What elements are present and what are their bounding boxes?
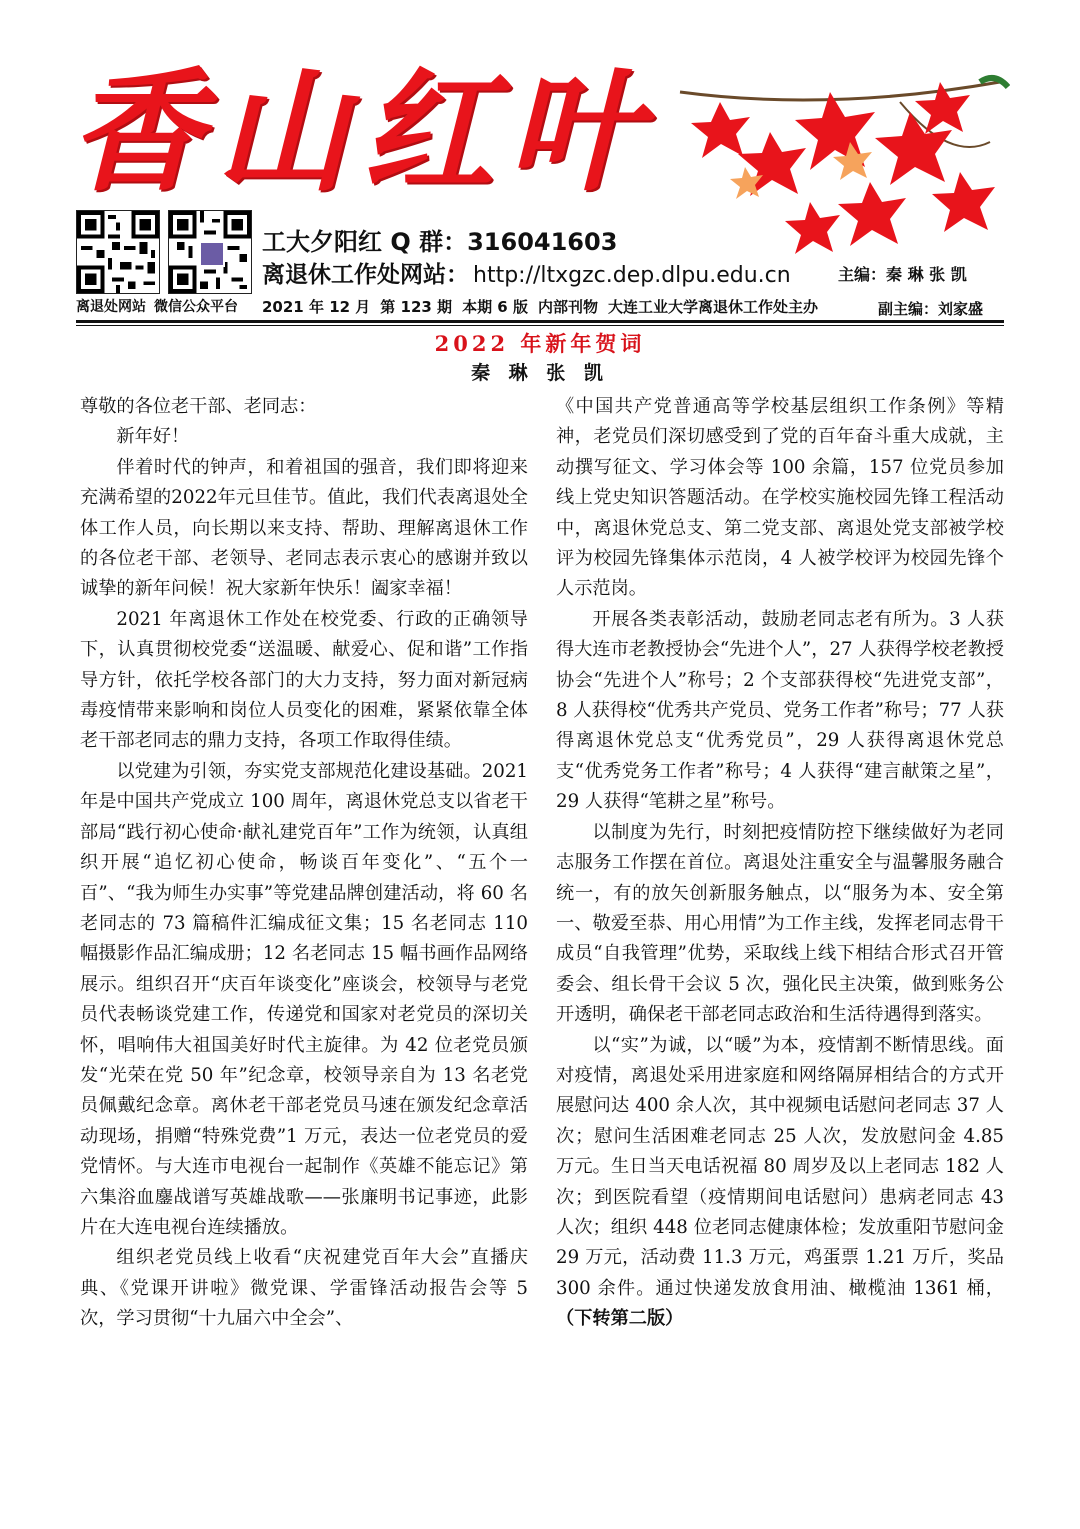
paragraph: 《中国共产党普通高等学校基层组织工作条例》等精神，老党员们深切感受到了党的百年奋斗重大成就，主动撰写征文、学习体会等 100 余篇，157 位党员参加线上党史知识答题活动。在学校实施校园先锋工程活动中，离退休党总支、第二党支部、离退处党支部被学校评为校园先锋集体示范岗，4 人被学校评为校园先锋个人示范岗。 (556, 396, 1004, 600)
paragraph: 以党建为引领，夯实党支部规范化建设基础。2021 年是中国共产党成立 100 周年，离退休党总支以省老干部局“践行初心使命·献礼建党百年”工作为统领，认真组织开展“追忆初心使命，畅谈百年变化”、“五个一百”、“我为师生办实事”等党建品牌创建活动，将 60 名老同志的 73 篇稿件汇编成征文集；15 名老同志 110 幅摄影作品汇编成册；12 名老同志 15 幅书画作品网络展示。组织召开“庆百年谈变化”座谈会，校领导与老党员代表畅谈党建工作，传递党和国家对老党员的深切关怀，唱响伟大祖国美好时代主旋律。为 42 位老党员颁发“光荣在党 50 年”纪念章，校领导亲自为 13 名老党员佩戴纪念章。离休老干部老党员马速在颁发纪念章活动现场，捐赠“特殊党费”1 万元，表达一位老党员的爱党情怀。与大连市电视台一起制作《英雄不能忘记》第六集浴血鏖战谱写英雄战歌——张廉明书记事迹，此影片在大连电视台连续播放。 (80, 760, 528, 1238)
deputy-editor: 副主编：刘家盛 (878, 300, 984, 318)
issue-pages: 本期 6 版 (462, 298, 528, 316)
greeting: 新年好！ (116, 426, 190, 448)
article-title: 2022 年新年贺词 (434, 331, 646, 356)
qr-code-wechat[interactable] (168, 210, 252, 294)
paragraph: 2021 年离退休工作处在校党委、行政的正确领导下，认真贯彻校党委“送温暖、献爱心、促和谐”工作指导方针，依托学校各部门的大力支持，努力面对新冠病毒疫情带来影响和岗位人员变化的困难，紧紧依靠全体老干部老同志的鼎力支持，各项工作取得佳绩。 (80, 608, 528, 752)
issue-info (262, 296, 828, 317)
issue-publisher: 大连工业大学离退休工作处主办 (607, 298, 818, 316)
website-url[interactable]: http://ltxgzc.dep.dlpu.edu.cn (473, 263, 791, 288)
website-label: 离退休工作处网站： (262, 262, 469, 288)
maple-leaves-illustration (650, 72, 1010, 272)
qr-labels (76, 296, 246, 316)
qr-pattern-icon (77, 211, 159, 293)
header-divider-thick (76, 320, 1004, 323)
paragraph: 伴着时代的钟声，和着祖国的强音，我们即将迎来充满希望的2022年元旦佳节。值此，我们代表离退处全体工作人员，向长期以来支持、帮助、理解离退休工作的各位老干部、老领导、老同志表示衷心的感谢并致以诚挚的新年问候！祝大家新年快乐！阖家幸福！ (80, 456, 528, 600)
salutation: 尊敬的各位老干部、老同志： (80, 396, 317, 417)
article-column-right (556, 392, 1004, 1335)
paragraph-last (556, 1031, 1004, 1335)
issue-type: 内部刊物 (537, 298, 598, 316)
issue-number: 第 123 期 (380, 298, 453, 316)
header-divider-thin (76, 325, 1004, 326)
website-info (262, 256, 791, 289)
issue-date: 2021 年 12 月 (262, 298, 371, 316)
paragraph: 组织老党员线上收看“庆祝建党百年大会”直播庆典、《党课开讲啦》微党课、学雷锋活动报告会等 5 次，学习贯彻“十九届六中全会”、 (80, 1247, 528, 1330)
paragraph-text: 以“实”为诚，以“暖”为本，疫情割不断情思线。面对疫情，离退处采用进家庭和网络隔屏相结合的方式开展慰问达 400 余人次，其中视频电话慰问老同志 37 人次；慰问生活困难老同志 25 人次，发放慰问金 4.85 万元。生日当天电话祝福 80 周岁及以上老同志 182 人次；到医院看望（疫情期间电话慰问）患病老同志 43 人次；组织 448 位老同志健康体检；发放重阳节慰问金 29 万元，活动费 11.3 万元，鸡蛋票 1.21 万斤，奖品 300 余件。通过快递发放食用油、橄榄油 1361 桶， (556, 1034, 1004, 1299)
paragraph: 以制度为先行，时刻把疫情防控下继续做好为老同志服务工作摆在首位。离退处注重安全与温馨服务融合统一，有的放矢创新服务触点，以“服务为本、安全第一、敬爱至恭、用心用情”为工作主线，发挥老同志骨干成员“自我管理”优势，采取线上线下相结合形式召开管委会、组长骨干会议 5 次，强化民主决策，做到账务公开透明，确保老干部老同志政治和生活待遇得到落实。 (556, 821, 1004, 1026)
article-column-left (80, 392, 528, 1335)
qr-code-website[interactable] (76, 210, 160, 294)
qr-label-website: 离退处网站 (76, 299, 146, 315)
paragraph: 开展各类表彰活动，鼓励老同志老有所为。3 人获得大连市老教授协会“先进个人”，27 人获得学校老教授协会“先进个人”称号；2 个支部获得校“先进党支部”，8 人获得校“优秀共产党员、党务工作者”称号；77 人获得离退休党总支“优秀党员”，29 人获得离退休党总支“优秀党务工作者”称号；4 人获得“建言献策之星”，29 人获得“笔耕之星”称号。 (556, 608, 1004, 813)
article-authors: 秦 琳 张 凯 (471, 362, 609, 384)
continued-note: （下转第二版） (556, 1308, 684, 1330)
chief-editors: 主编：秦 琳 张 凯 (838, 265, 967, 284)
masthead-title: 香山红叶 (70, 55, 654, 210)
qr-label-wechat: 微信公众平台 (154, 299, 238, 315)
wechat-logo-icon (199, 241, 225, 267)
qq-group-info: 工大夕阳红 Q 群：316041603 (262, 228, 618, 256)
